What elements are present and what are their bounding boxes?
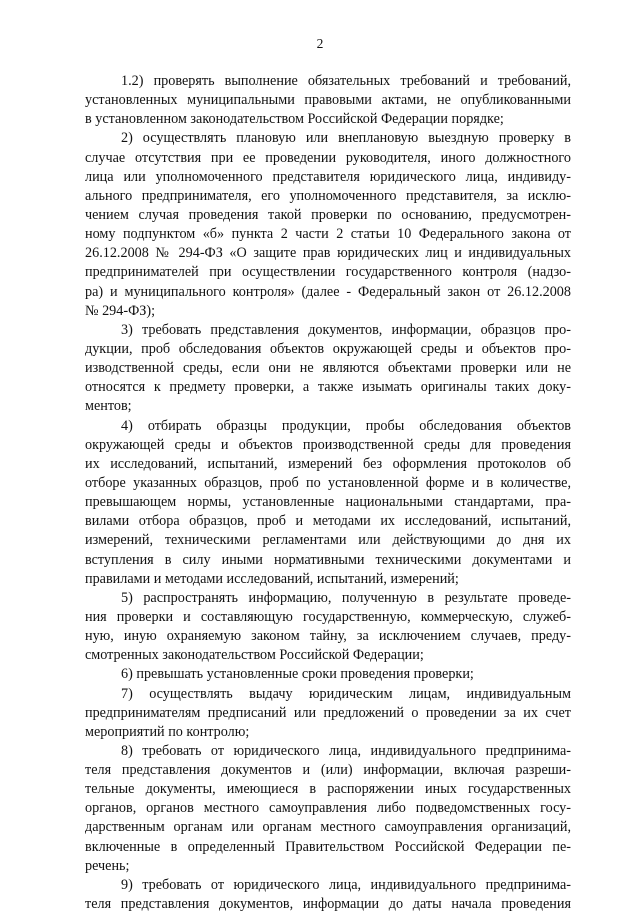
text-line: № 294-ФЗ); xyxy=(85,302,156,319)
text-line: правилами и методами исследований, испытаний, измерений; xyxy=(85,570,459,587)
text-line: тельные документы, имеющиеся в распоряжении иных государственных xyxy=(85,781,571,798)
page-number: 2 xyxy=(316,36,324,51)
text-line: относятся к предмету проверки, а также изымать оригиналы таких доку- xyxy=(85,379,571,396)
text-line: ную, иную охраняемую законом тайну, за исключением случаев, преду- xyxy=(85,628,571,645)
text-line: отборе указанных образцов, проб по установленной форме и в количестве, xyxy=(85,474,571,491)
document-body xyxy=(85,72,571,914)
text-line: вступления в силу иными нормативными техническими документами и xyxy=(85,551,571,568)
text-line: теля представления документов, информации до даты начала проведения xyxy=(85,896,571,913)
text-line: ния проверки и составляющую государственную, коммерческую, служеб- xyxy=(85,608,571,625)
text-line: в установленном законодательством Российской Федерации порядке; xyxy=(85,111,504,128)
text-line: теля представления документов и (или) информации, включая разреши- xyxy=(85,762,571,779)
text-line: ального предпринимателя, его уполномоченного представителя, за исклю- xyxy=(85,187,571,204)
text-line: ментов; xyxy=(85,398,132,415)
text-line: 3) требовать представления документов, информации, образцов про- xyxy=(121,321,571,338)
text-line: лица или уполномоченного представителя юридического лица, индивиду- xyxy=(85,168,571,185)
text-line: предпринимателей при осуществлении государственного контроля (надзо- xyxy=(85,264,571,281)
text-line: мероприятий по контролю; xyxy=(85,723,250,740)
text-line: органов, органов местного самоуправления либо подведомственных госу- xyxy=(85,800,571,817)
text-line: 1.2) проверять выполнение обязательных требований и требований, xyxy=(121,73,571,89)
text-line: установленных муниципальными правовыми актами, не опубликованными xyxy=(85,92,571,109)
text-line: чением случая проведения такой проверки по основанию, предусмотрен- xyxy=(85,206,571,223)
text-line: 4) отбирать образцы продукции, пробы обследования объектов xyxy=(121,417,571,434)
text-line: вилами отбора образцов, проб и методами их исследований, испытаний, xyxy=(85,513,571,530)
text-line: случае отсутствия при ее проведении руководителя, иного должностного xyxy=(85,149,571,166)
text-line: 7) осуществлять выдачу юридическим лицам, индивидуальным xyxy=(121,685,571,702)
text-line: 2) осуществлять плановую или внеплановую выездную проверку в xyxy=(121,130,571,147)
text-line: включенные в определенный Правительством Российской Федерации пе- xyxy=(85,838,571,855)
text-line: 9) требовать от юридического лица, индивидуального предпринима- xyxy=(121,876,571,893)
text-line: ному подпунктом «б» пункта 2 части 2 статьи 10 Федерального закона от xyxy=(85,226,571,243)
text-line: 6) превышать установленные сроки проведения проверки; xyxy=(121,666,474,683)
text-line: речень; xyxy=(85,857,130,874)
text-line: 8) требовать от юридического лица, индивидуального предпринима- xyxy=(121,742,571,759)
text-line: превышающем нормы, установленные национальными стандартами, пра- xyxy=(85,494,571,511)
text-line: измерений, техническими регламентами или действующими до дня их xyxy=(85,532,571,549)
text-line: окружающей среды и объектов производственной среды для проведения xyxy=(85,436,571,453)
text-line: их исследований, испытаний, измерений без оформления протоколов об xyxy=(85,455,571,472)
text-line: ра) и муниципального контроля» (далее - Федеральный закон от 26.12.2008 xyxy=(85,283,571,300)
text-line: дарственным органам или органам местного самоуправления организаций, xyxy=(85,819,571,836)
text-line: предпринимателям предписаний или предложений о проведении за их счет xyxy=(85,704,571,721)
text-line: изводственной среды, если они не являются объектами проверки или не xyxy=(85,360,571,377)
text-line: 5) распространять информацию, полученную в результате проведе- xyxy=(121,589,571,606)
text-line: дукции, проб обследования объектов окружающей среды и объектов про- xyxy=(85,340,571,357)
text-line: смотренных законодательством Российской Федерации; xyxy=(85,647,424,664)
text-line: 26.12.2008 № 294-ФЗ «О защите прав юридических лиц и индивидуальных xyxy=(85,245,571,262)
